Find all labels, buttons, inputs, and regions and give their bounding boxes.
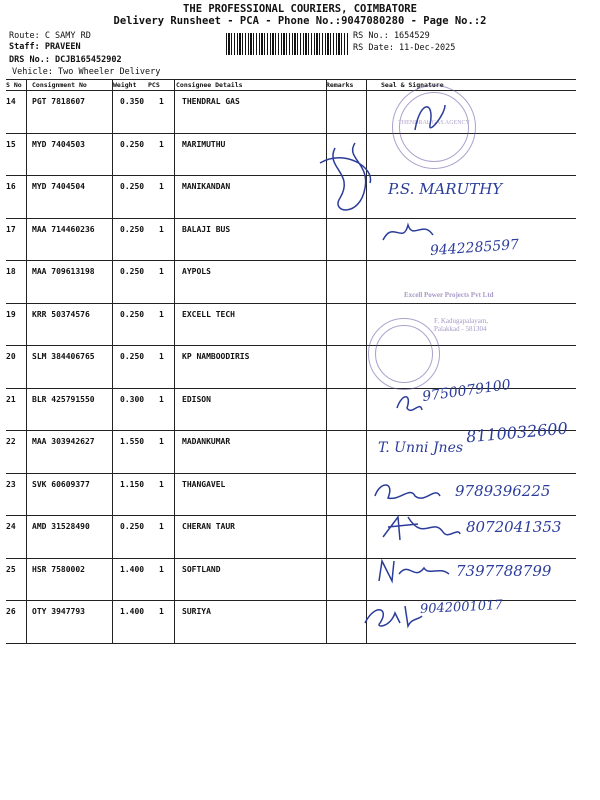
row-consignment-no: HSR 7580002 (32, 564, 85, 574)
row-weight: 0.250 (120, 309, 145, 319)
thendral-gas-stamp: THENDRAL GAS AGENCY (392, 85, 476, 169)
rs-date-label: RS Date: 11-Dec-2025 (353, 43, 456, 53)
row-pcs: 1 (159, 352, 164, 361)
row-consignment-no: BLR 425791550 (32, 394, 95, 404)
row-pcs: 1 (159, 224, 164, 234)
row-pcs: 1 (159, 267, 164, 276)
row-weight: 0.250 (120, 267, 145, 276)
row-consignment-no: SLM 384406765 (32, 352, 95, 361)
row-weight: 1.150 (120, 479, 145, 489)
row-consignment-no: OTY 3947793 (32, 607, 85, 616)
row-consignment-no: KRR 50374576 (32, 309, 90, 319)
runsheet-table (6, 79, 576, 644)
row-weight: 1.400 (120, 607, 145, 616)
row-sno: 15 (6, 139, 16, 149)
row-consignment-no: MYD 7404504 (32, 182, 85, 191)
row-weight: 0.250 (120, 224, 145, 234)
row-consignee: MANIKANDAN (182, 182, 231, 191)
table-body (6, 91, 576, 644)
handwriting-22: 8110032600 (465, 418, 569, 447)
row-sno: 18 (6, 267, 16, 276)
row-pcs: 1 (159, 139, 164, 149)
row-consignment-no: AMD 31528490 (32, 522, 90, 531)
row-consignment-no: MAA 709613198 (32, 267, 95, 276)
row-sno: 20 (6, 352, 16, 361)
row-weight: 0.250 (120, 522, 145, 531)
handwriting-21: 9750079100 (421, 376, 512, 406)
col-consignee: Consignee Details (176, 81, 243, 89)
col-seal-signature: Seal & Signature (381, 81, 444, 89)
row-consignee: MARIMUTHU (182, 139, 226, 149)
row-sno: 22 (6, 437, 16, 446)
signature-scribble-17 (378, 215, 438, 250)
row-sno: 23 (6, 479, 16, 489)
handwriting-16: P.S. MARUTHY (388, 180, 503, 198)
row-pcs: 1 (159, 182, 164, 191)
row-pcs: 1 (159, 479, 164, 489)
signature-scribble-25 (374, 556, 454, 586)
signature-scribble-21 (392, 388, 427, 418)
signature-scribble-23 (370, 476, 445, 506)
table-header (6, 79, 576, 91)
row-pcs: 1 (159, 522, 164, 531)
row-pcs: 1 (159, 394, 164, 404)
row-pcs: 1 (159, 97, 164, 106)
col-remarks: Remarks (326, 81, 354, 89)
runsheet-title: Delivery Runsheet - PCA - Phone No.:9047080280 - Page No.:2 (113, 15, 487, 27)
rs-no-label: RS No.: 1654529 (353, 31, 430, 41)
excell-stamp: Excell Power Projects Pvt Ltd F. Kadugapalayam, Palakkad - 581304 (404, 291, 494, 333)
row-consignee: AYPOLS (182, 267, 211, 276)
row-weight: 0.350 (120, 97, 145, 106)
row-consignee: CHERAN TAUR (182, 522, 235, 531)
row-consignee: BALAJI BUS (182, 224, 231, 234)
col-sno: S No (6, 81, 22, 89)
row-sno: 25 (6, 564, 16, 574)
row-consignee: KP NAMBOODIRIS (182, 352, 250, 361)
col-pcs: PCS (148, 81, 160, 89)
signature-scribble-24 (378, 512, 463, 547)
row-sno: 16 (6, 182, 16, 191)
row-weight: 0.300 (120, 394, 145, 404)
signature-scribble-26 (360, 598, 425, 633)
table-row (6, 134, 576, 177)
row-weight: 1.550 (120, 437, 145, 446)
handwriting-17: 9442285597 (429, 236, 520, 260)
row-consignee: SOFTLAND (182, 564, 221, 574)
row-sno: 21 (6, 394, 16, 404)
row-pcs: 1 (159, 607, 164, 616)
row-weight: 0.250 (120, 139, 145, 149)
row-pcs: 1 (159, 564, 164, 574)
row-weight: 0.250 (120, 352, 145, 361)
handwriting-24: 8072041353 (466, 518, 562, 536)
row-sno: 24 (6, 522, 16, 531)
table-row (6, 91, 576, 134)
row-consignment-no: MAA 714460236 (32, 224, 95, 234)
row-sno: 26 (6, 607, 16, 616)
col-consignment: Consignment No (32, 81, 87, 89)
row-consignee: SURIYA (182, 607, 211, 616)
row-sno: 14 (6, 97, 16, 106)
barcode (226, 33, 348, 55)
col-weight: Weight (113, 81, 137, 89)
row-consignee: THENDRAL GAS (182, 97, 240, 106)
route-label: Route: C SAMY RD (9, 31, 91, 41)
row-consignee: MADANKUMAR (182, 437, 231, 446)
handwriting-26: 9042001017 (419, 597, 504, 618)
handwriting-25: 7397788799 (456, 562, 552, 580)
row-weight: 0.250 (120, 182, 145, 191)
row-consignee: EDISON (182, 394, 211, 404)
staff-label: Staff: PRAVEEN (9, 42, 81, 52)
row-consignment-no: PGT 7818607 (32, 97, 85, 106)
company-title: THE PROFESSIONAL COURIERS, COIMBATORE (183, 3, 417, 15)
row-consignment-no: MYD 7404503 (32, 139, 85, 149)
row-consignment-no: MAA 303942627 (32, 437, 95, 446)
handwriting-22b: T. Unni Jnes (378, 440, 464, 456)
handwriting-23: 9789396225 (455, 482, 551, 500)
row-pcs: 1 (159, 309, 164, 319)
row-consignee: THANGAVEL (182, 479, 226, 489)
row-consignment-no: SVK 60609377 (32, 479, 90, 489)
signature-scribble-15 (315, 128, 385, 223)
vehicle-label: Vehicle: Two Wheeler Delivery (12, 67, 161, 77)
row-sno: 17 (6, 224, 16, 234)
row-pcs: 1 (159, 437, 164, 446)
row-sno: 19 (6, 309, 16, 319)
signature-scribble-14 (410, 95, 450, 140)
drs-label: DRS No.: DCJB165452902 (9, 55, 122, 65)
row-consignee: EXCELL TECH (182, 309, 235, 319)
row-weight: 1.400 (120, 564, 145, 574)
